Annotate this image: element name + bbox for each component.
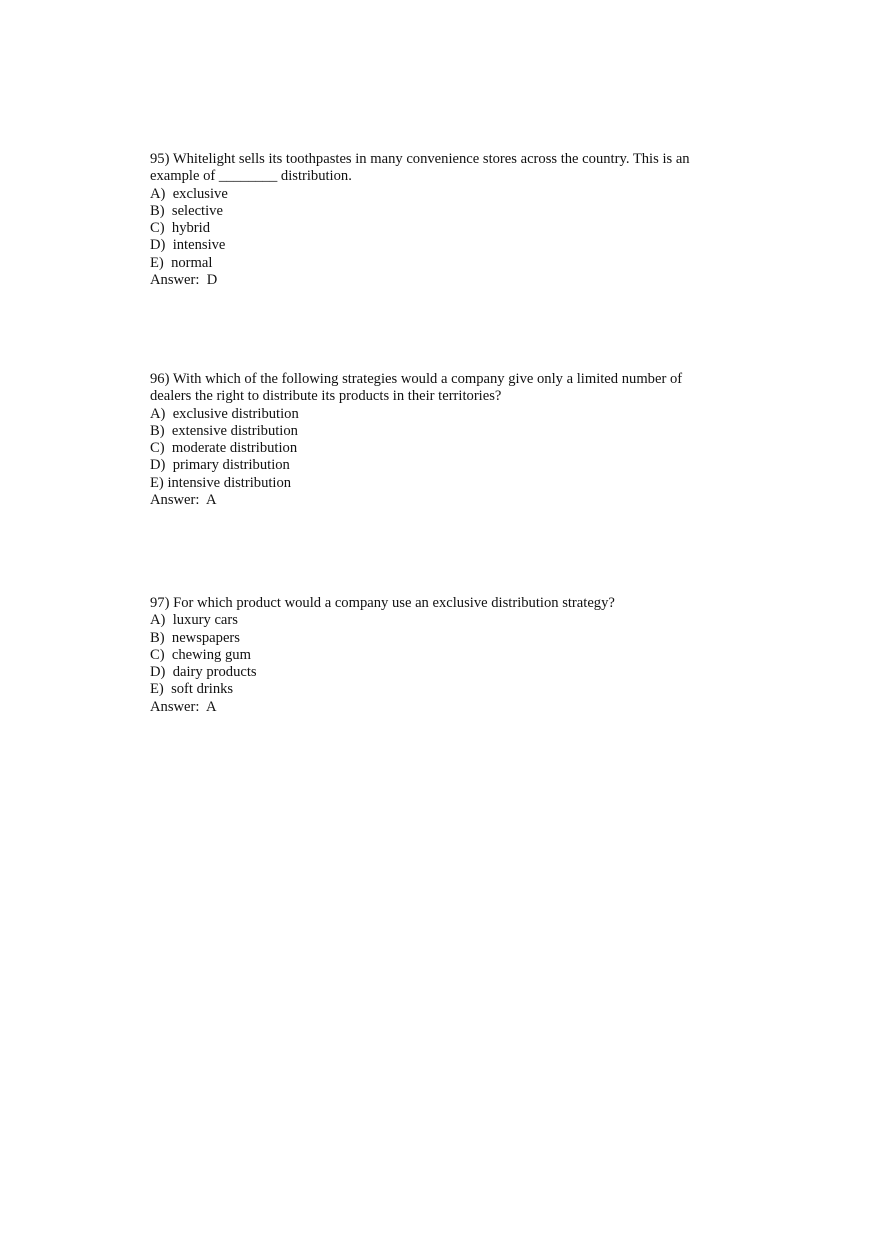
option-letter: C)	[150, 220, 165, 237]
option-text: extensive distribution	[171, 422, 298, 439]
option-letter: C)	[150, 646, 165, 663]
option-text: exclusive	[172, 185, 228, 202]
option-text: luxury cars	[172, 612, 238, 629]
option-text: moderate distribution	[171, 440, 298, 457]
option-text: soft drinks	[171, 681, 234, 698]
option-letter: D)	[150, 457, 166, 474]
answer-key: Answer: D	[150, 272, 218, 289]
question-stem: 96) With which of the following strategies would a company give only a limited number of dealers the right to distribute its products in their territories?	[150, 371, 683, 405]
option-text: chewing gum	[171, 646, 251, 663]
option-letter: D)	[150, 664, 166, 681]
option-letter: A)	[150, 612, 166, 629]
question-stem: 95) Whitelight sells its toothpastes in many convenience stores across the country. This is an example of ________ distribution.	[150, 151, 690, 185]
option-e	[150, 681, 720, 698]
option-d	[150, 237, 720, 254]
option-text: hybrid	[171, 220, 210, 237]
option-letter: E)	[150, 474, 164, 491]
option-letter: D)	[150, 237, 166, 254]
option-c	[150, 220, 720, 237]
option-text: newspapers	[171, 629, 240, 646]
option-text: exclusive distribution	[172, 405, 299, 422]
option-text: dairy products	[172, 664, 257, 681]
options-list	[150, 186, 720, 272]
option-text: selective	[171, 202, 223, 219]
option-letter: A)	[150, 405, 166, 422]
option-a	[150, 406, 720, 423]
option-text: normal	[171, 254, 213, 271]
answer-key: Answer: A	[150, 698, 217, 715]
option-letter: C)	[150, 440, 165, 457]
option-letter: A)	[150, 185, 166, 202]
option-b	[150, 203, 720, 220]
option-d	[150, 664, 720, 681]
answer-key: Answer: A	[150, 492, 217, 509]
option-d	[150, 457, 720, 474]
option-e	[150, 475, 720, 492]
option-c	[150, 440, 720, 457]
option-a	[150, 612, 720, 629]
question-97	[150, 595, 720, 716]
options-list	[150, 612, 720, 698]
options-list	[150, 406, 720, 492]
option-letter: B)	[150, 202, 165, 219]
option-letter: E)	[150, 254, 164, 271]
question-stem: 97) For which product would a company use an exclusive distribution strategy?	[150, 595, 615, 611]
option-letter: E)	[150, 681, 164, 698]
question-96	[150, 371, 720, 509]
option-c	[150, 647, 720, 664]
option-b	[150, 630, 720, 647]
question-95	[150, 151, 720, 289]
option-e	[150, 255, 720, 272]
option-letter: B)	[150, 422, 165, 439]
option-text: intensive	[172, 237, 226, 254]
option-letter: B)	[150, 629, 165, 646]
option-a	[150, 186, 720, 203]
option-b	[150, 423, 720, 440]
option-text: primary distribution	[172, 457, 290, 474]
option-text: intensive distribution	[167, 474, 292, 491]
